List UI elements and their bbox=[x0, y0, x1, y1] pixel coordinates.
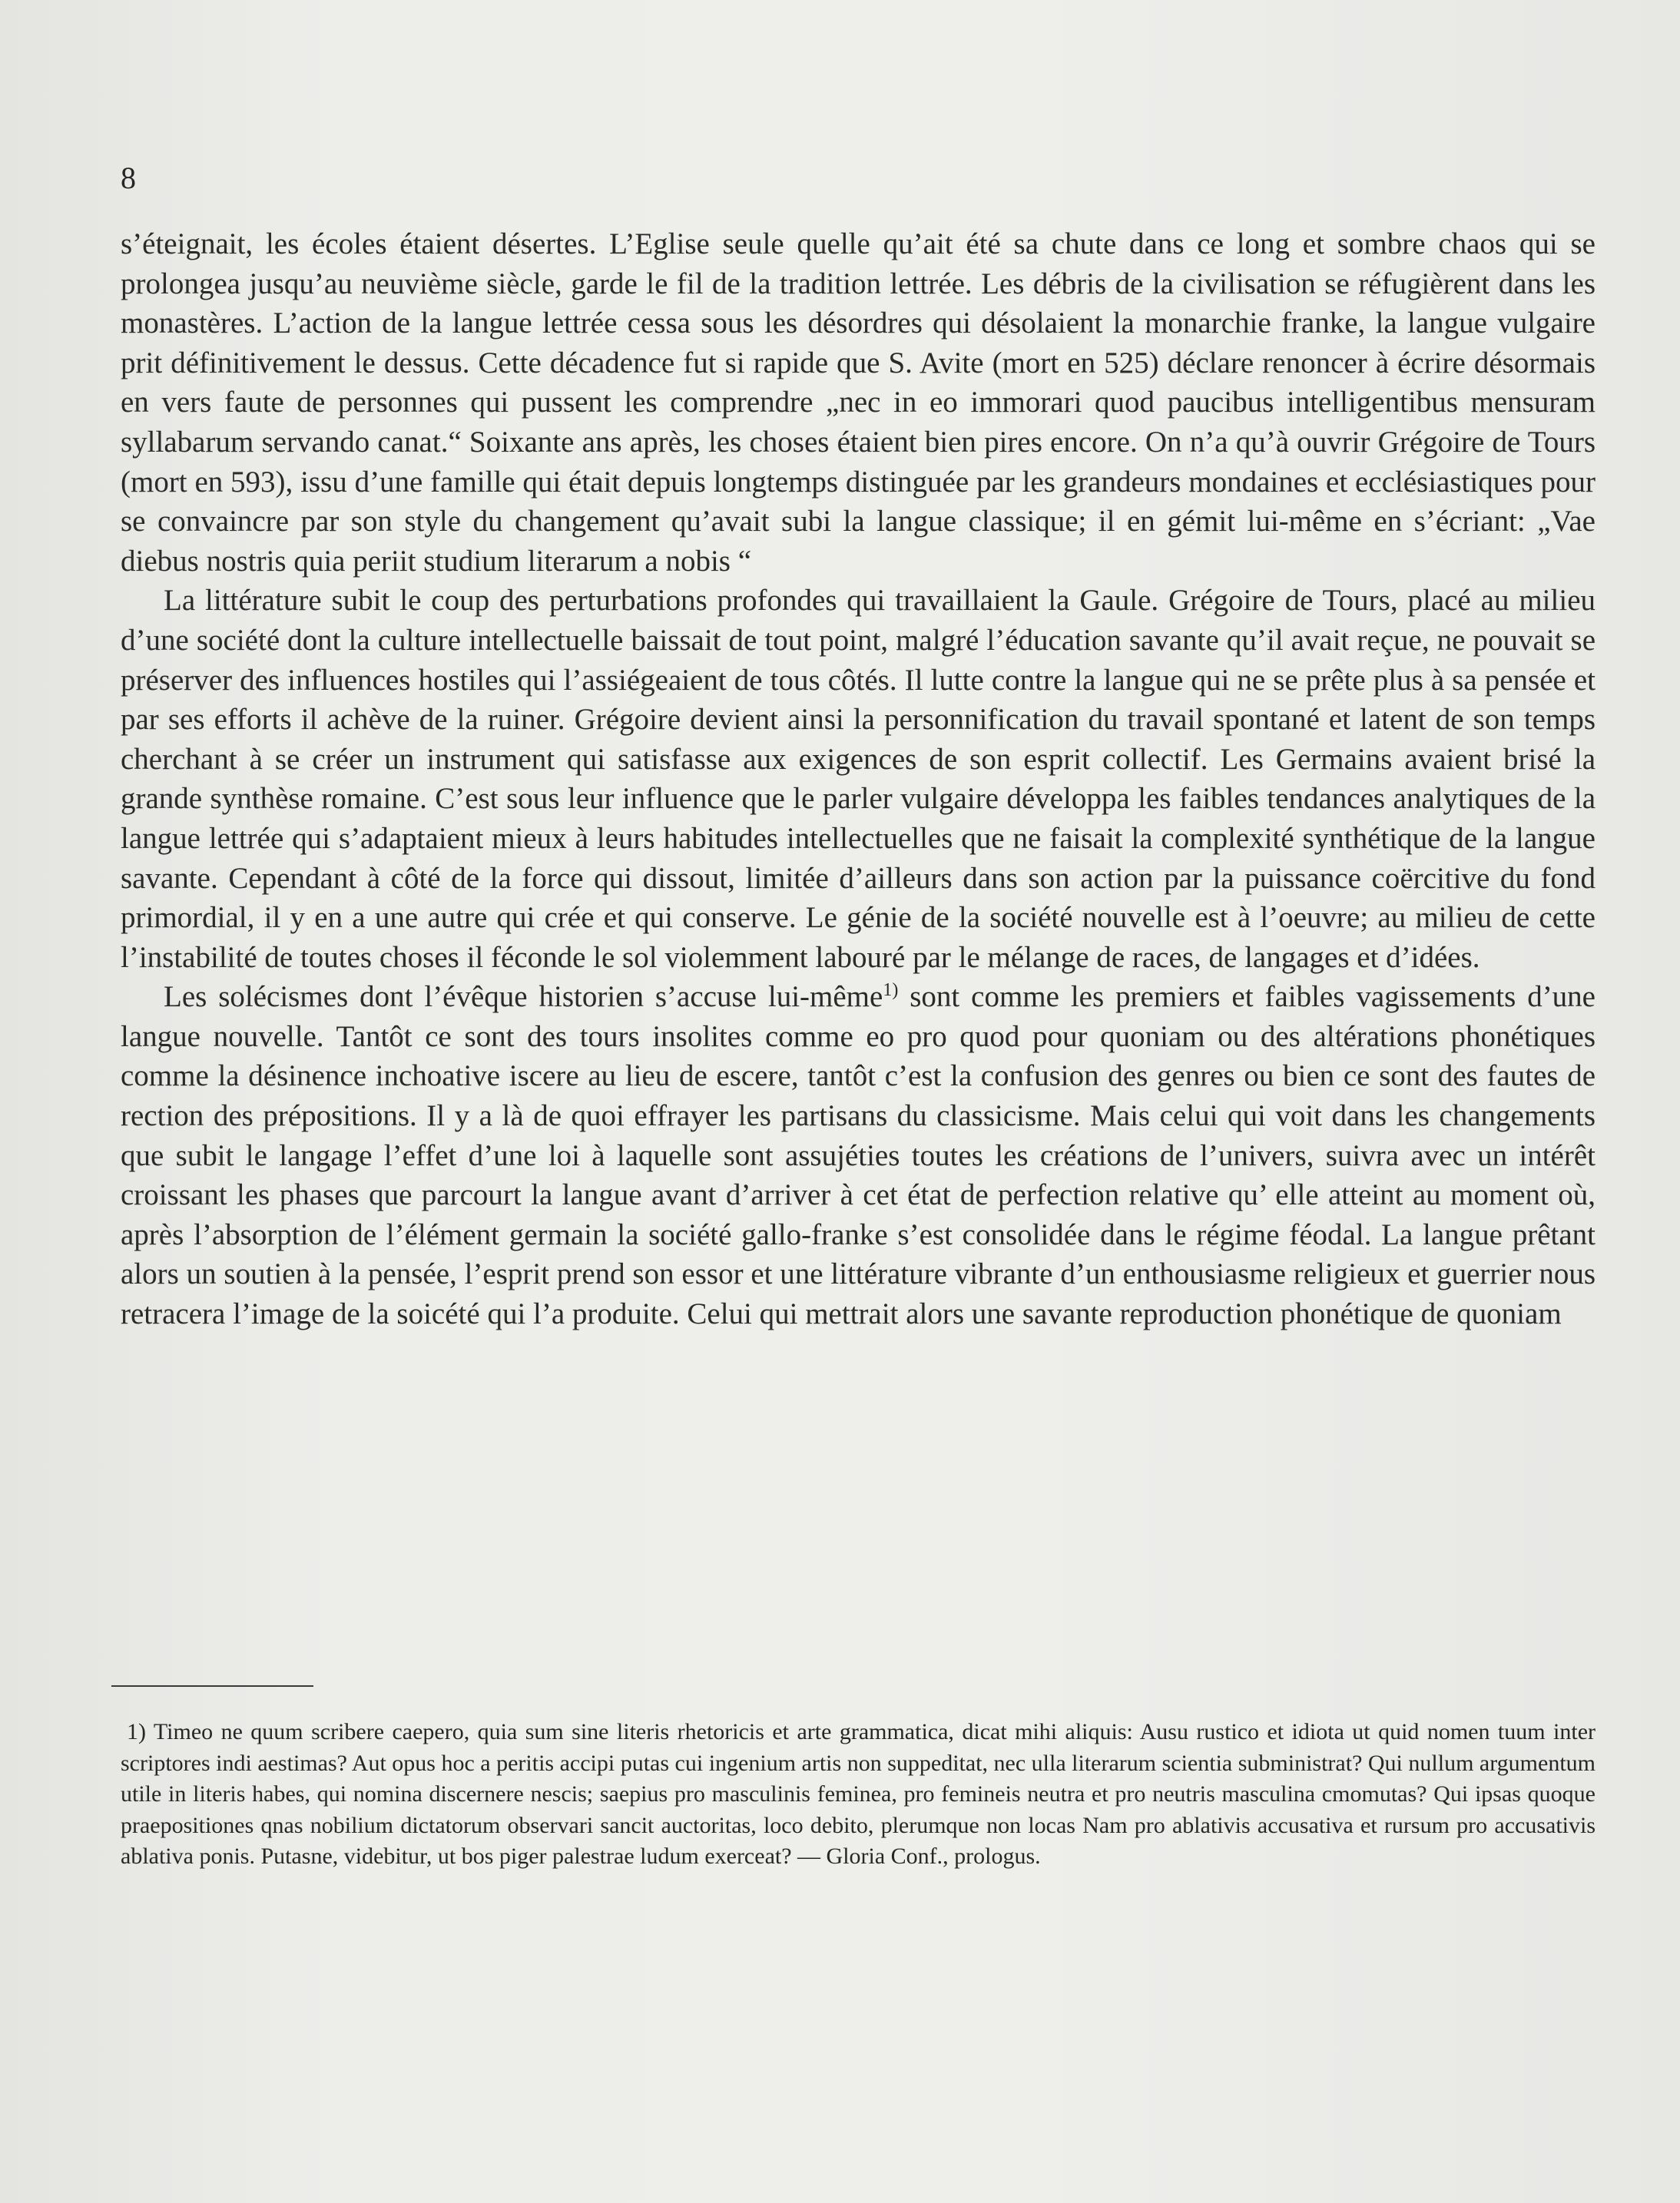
paragraph-3-text-end: sont comme les premiers et faibles vagissements d’une langue nouvelle. Tantôt ce sont des tours insolites comme eo pro quod pour quoniam ou des altérations phonétiques comme la désinence inchoative iscere au lieu de escere, tantôt c’est la confusion des genres ou bien ce sont des fautes de rection des prépositions. Il y a là de quoi effrayer les partisans du classicisme. Mais celui qui voit dans les changements que subit le langage l’effet d’une loi à laquelle sont assujéties toutes les créations de l’univers, suivra avec un intérêt croissant les phases que parcourt la langue avant d’arriver à cet état de perfection relative qu’ elle atteint au moment où, après l’absorption de l’élément germain la société gallo-franke s’est consolidée dans le régime féodal. La langue prêtant alors un soutien à la pensée, l’esprit prend son essor et une littérature vibrante d’un enthousiasme religieux et guerrier nous retracera l’image de la soicété qui l’a produite. Celui qui mettrait alors une savante reproduction phonétique de quoniam bbox=[121, 980, 1596, 1331]
footnote-reference[interactable]: 1) bbox=[883, 980, 899, 1001]
footnote-1: 1) Timeo ne quum scribere caepero, quia sum sine literis rhetoricis et arte grammatica, dicat mihi aliquis: Ausu rustico et idiota ut quid nomen tuum inter scriptores indi aestimas? Aut opus hoc a peritis accipi putas cui ingenium artis non suppeditat, nec ulla literarum scientia subministrat? Qui nullum argumentum utile in literis habes, qui nomina discernere nescis; saepius pro masculinis feminea, pro femineis neutra et pro neutris masculina cmomutas? Qui ipsas quoque praepositiones qnas nobilium dictatorum observari sancit auctoritas, loco debito, plerumque non locas Nam pro ablativis accusativa et rursum pro accusativis ablativa ponis. Putasne, videbitur, ut bos piger palestrae ludum exerceat? — Gloria Conf., prologus. bbox=[121, 1719, 1596, 1869]
paragraph-3 bbox=[121, 977, 1596, 1333]
page-number: 8 bbox=[121, 161, 136, 195]
paragraph-3-text-start: Les solécismes dont l’évêque historien s’accuse lui-même bbox=[164, 980, 883, 1014]
footnote-divider bbox=[111, 1685, 313, 1687]
footnotes bbox=[121, 1717, 1596, 1873]
paragraph-2: La littérature subit le coup des perturbations profondes qui travaillaient la Gaule. Grégoire de Tours, placé au milieu d’une société dont la culture intellectuelle baissait de tout point, malgré l’éducation savante qu’il avait reçue, ne pouvait se préserver des influences hostiles qui l’assiégeaient de tous côtés. Il lutte contre la langue qui ne se prête plus à sa pensée et par ses efforts il achève de la ruiner. Grégoire devient ainsi la personnification du travail spontané et latent de son temps cherchant à se créer un instrument qui satisfasse aux exigences de son esprit collectif. Les Germains avaient brisé la grande synthèse romaine. C’est sous leur influence que le parler vulgaire développa les faibles tendances analytiques de la langue lettrée qui s’adaptaient mieux à leurs habitudes intellectuelles que ne faisait la complexité synthétique de la langue savante. Cependant à côté de la force qui dissout, limitée d’ailleurs dans son action par la puissance coërcitive du fond primordial, il y en a une autre qui crée et qui conserve. Le génie de la société nouvelle est à l’oeuvre; au milieu de cette l’instabilité de toutes choses il féconde le sol violemment labouré par le mélange de races, de langages et d’idées. bbox=[121, 584, 1596, 974]
body-text bbox=[121, 224, 1596, 1334]
paragraph-1: s’éteignait, les écoles étaient désertes. L’Eglise seule quelle qu’ait été sa chute dans ce long et sombre chaos qui se prolongea jusqu’au neuvième siècle, garde le fil de la tradition lettrée. Les débris de la civilisation se réfugièrent dans les monastères. L’action de la langue lettrée cessa sous les désordres qui désolaient la monarchie franke, la langue vulgaire prit définitivement le dessus. Cette décadence fut si rapide que S. Avite (mort en 525) déclare renoncer à écrire désormais en vers faute de personnes qui pussent les comprendre „nec in eo immorari quod paucibus intelligentibus mensuram syllabarum servando canat.“ Soixante ans après, les choses étaient bien pires encore. On n’a qu’à ouvrir Grégoire de Tours (mort en 593), issu d’une famille qui était depuis longtemps distinguée par les grandeurs mondaines et ecclésiastiques pour se convaincre par son style du changement qu’avait subi la langue classique; il en gémit lui-même en s’écriant: „Vae diebus nostris quia periit studium literarum a nobis “ bbox=[121, 227, 1596, 578]
